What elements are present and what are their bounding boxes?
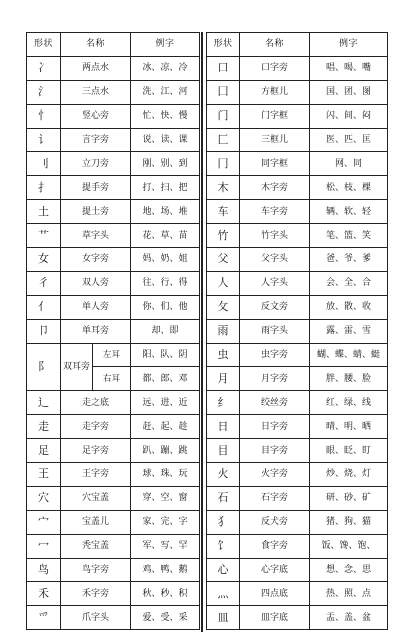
table-row — [27, 104, 200, 128]
radical-example: 松、枝、棵 — [310, 176, 388, 200]
table-row — [207, 606, 388, 630]
table-row — [27, 463, 200, 487]
table-row — [27, 486, 200, 510]
radical-shape: 父 — [207, 248, 240, 272]
table-row — [207, 224, 388, 248]
radical-shape: 木 — [207, 176, 240, 200]
radical-name: 反文旁 — [240, 295, 310, 319]
radical-example: 却、即 — [131, 319, 200, 343]
radical-example: 秋、秒、积 — [131, 582, 200, 606]
radical-example: 军、写、罕 — [131, 534, 200, 558]
radical-shape: 人 — [207, 271, 240, 295]
radical-shape: 忄 — [27, 104, 61, 128]
radical-example: 爸、爷、爹 — [310, 248, 388, 272]
radical-shape: 口 — [207, 56, 240, 80]
radical-shape: 饣 — [207, 534, 240, 558]
radical-name: 言字旁 — [61, 128, 131, 152]
radical-example: 露、雷、雪 — [310, 319, 388, 343]
table-row — [207, 510, 388, 534]
radical-name: 秃宝盖 — [61, 534, 131, 558]
radical-example: 你、们、他 — [131, 295, 200, 319]
radical-shape: 匚 — [207, 128, 240, 152]
radical-example: 穿、空、窗 — [131, 486, 200, 510]
table-row — [207, 439, 388, 463]
radical-shape: 灬 — [207, 582, 240, 606]
radical-shape: 雨 — [207, 319, 240, 343]
radical-shape: 皿 — [207, 606, 240, 630]
table-row — [207, 128, 388, 152]
radical-name: 穴宝盖 — [61, 486, 131, 510]
radical-name: 双耳旁 — [61, 343, 93, 391]
radical-shape: 卩 — [27, 319, 61, 343]
table-row — [27, 271, 200, 295]
table-row — [27, 80, 200, 104]
table-row — [207, 582, 388, 606]
radical-name: 火字旁 — [240, 463, 310, 487]
radical-shape: 刂 — [27, 152, 61, 176]
radical-example: 远、进、近 — [131, 391, 200, 415]
radical-example: 唱、喝、嘴 — [310, 56, 388, 80]
radical-name: 食字旁 — [240, 534, 310, 558]
radical-example: 饭、馋、饱、 — [310, 534, 388, 558]
radical-name: 足字旁 — [61, 439, 131, 463]
radical-name: 日字旁 — [240, 415, 310, 439]
table-row — [27, 606, 200, 630]
radical-shape: 虫 — [207, 343, 240, 367]
radical-name: 爪字头 — [61, 606, 131, 630]
radical-shape: 亻 — [27, 295, 61, 319]
radical-name: 门字框 — [240, 104, 310, 128]
radical-shape: 冂 — [207, 152, 240, 176]
right-table — [206, 32, 387, 630]
header-shape: 形状 — [27, 33, 61, 57]
table-row — [27, 343, 200, 367]
table-row — [207, 367, 388, 391]
radical-name: 女字旁 — [61, 248, 131, 272]
radical-example: 刚、别、到 — [131, 152, 200, 176]
radical-name: 草字头 — [61, 224, 131, 248]
radical-example: 眼、眨、盯 — [310, 439, 388, 463]
table-row — [27, 152, 200, 176]
radical-example: 花、草、苗 — [131, 224, 200, 248]
radical-name: 反犬旁 — [240, 510, 310, 534]
radical-shape: 冫 — [27, 56, 61, 80]
radical-example: 红、绿、线 — [310, 391, 388, 415]
radical-example: 趴、蹦、跳 — [131, 439, 200, 463]
radical-example: 妈、奶、姐 — [131, 248, 200, 272]
radical-example: 医、匹、匡 — [310, 128, 388, 152]
table-row — [207, 248, 388, 272]
radical-name: 三点水 — [61, 80, 131, 104]
right-table-body — [207, 56, 388, 629]
radical-shape: 讠 — [27, 128, 61, 152]
radical-example: 胖、腰、脸 — [310, 367, 388, 391]
table-row — [207, 486, 388, 510]
radical-name: 目字旁 — [240, 439, 310, 463]
radical-name: 宝盖儿 — [61, 510, 131, 534]
radical-shape: 艹 — [27, 224, 61, 248]
radical-name: 心字底 — [240, 558, 310, 582]
radical-shape: 攵 — [207, 295, 240, 319]
radical-example: 洗、江、河 — [131, 80, 200, 104]
table-row — [207, 415, 388, 439]
radical-example: 盂、盖、盆 — [310, 606, 388, 630]
radical-shape: 穴 — [27, 486, 61, 510]
table-row — [207, 295, 388, 319]
table-row — [207, 534, 388, 558]
radical-name: 竖心旁 — [61, 104, 131, 128]
header-name: 名称 — [61, 33, 131, 57]
radical-example: 阳、队、阴 — [131, 343, 200, 367]
table-row — [207, 200, 388, 224]
radical-name: 提土旁 — [61, 200, 131, 224]
table-row — [207, 80, 388, 104]
table-row — [207, 319, 388, 343]
radical-name: 王字旁 — [61, 463, 131, 487]
table-row — [27, 128, 200, 152]
table-row — [207, 152, 388, 176]
table-row — [27, 295, 200, 319]
radical-shape: 心 — [207, 558, 240, 582]
radical-shape: 土 — [27, 200, 61, 224]
radical-shape: 月 — [207, 367, 240, 391]
radical-shape: 宀 — [27, 510, 61, 534]
radical-shape: 竹 — [207, 224, 240, 248]
radical-example: 晴、明、晒 — [310, 415, 388, 439]
radical-name: 虫字旁 — [240, 343, 310, 367]
table-row — [207, 391, 388, 415]
radical-example: 爱、受、采 — [131, 606, 200, 630]
radical-name: 两点水 — [61, 56, 131, 80]
radical-shape: 彳 — [27, 271, 61, 295]
radical-example: 炒、烧、灯 — [310, 463, 388, 487]
radical-name: 双人旁 — [61, 271, 131, 295]
radical-shape: 日 — [207, 415, 240, 439]
radical-subtype: 右耳 — [93, 367, 131, 391]
table-row — [27, 224, 200, 248]
header-example: 例字 — [310, 33, 388, 57]
radical-example: 说、读、课 — [131, 128, 200, 152]
radical-example: 家、完、字 — [131, 510, 200, 534]
radical-name: 方框儿 — [240, 80, 310, 104]
header-name: 名称 — [240, 33, 310, 57]
table-row — [27, 415, 200, 439]
table-row — [27, 248, 200, 272]
radical-example: 想、念、思 — [310, 558, 388, 582]
radical-example: 闪、间、闷 — [310, 104, 388, 128]
radical-shape: 爫 — [27, 606, 61, 630]
radical-name: 人字头 — [240, 271, 310, 295]
table-row — [207, 558, 388, 582]
radical-example: 会、全、合 — [310, 271, 388, 295]
radical-name: 走之底 — [61, 391, 131, 415]
header-row — [207, 33, 388, 57]
radical-name: 口字旁 — [240, 56, 310, 80]
header-shape: 形状 — [207, 33, 240, 57]
radical-example: 热、照、点 — [310, 582, 388, 606]
table-row — [27, 558, 200, 582]
radical-name: 竹字头 — [240, 224, 310, 248]
radical-name: 走字旁 — [61, 415, 131, 439]
table-row — [27, 391, 200, 415]
table-row — [27, 176, 200, 200]
radical-shape: 氵 — [27, 80, 61, 104]
table-row — [27, 582, 200, 606]
radical-example: 辆、软、轻 — [310, 200, 388, 224]
radical-name: 父字头 — [240, 248, 310, 272]
header-row — [27, 33, 200, 57]
radical-name: 提手旁 — [61, 176, 131, 200]
table-row — [207, 104, 388, 128]
table-row — [27, 319, 200, 343]
radical-shape: 火 — [207, 463, 240, 487]
radical-shape: 门 — [207, 104, 240, 128]
radical-name: 车字旁 — [240, 200, 310, 224]
radical-shape: 足 — [27, 439, 61, 463]
radical-shape: 囗 — [207, 80, 240, 104]
radical-example: 网、同 — [310, 152, 388, 176]
radical-name: 单耳旁 — [61, 319, 131, 343]
radical-example: 都、郎、邓 — [131, 367, 200, 391]
radical-name: 三框儿 — [240, 128, 310, 152]
header-example: 例字 — [131, 33, 200, 57]
radical-example: 地、场、堆 — [131, 200, 200, 224]
radical-example: 冰、凉、冷 — [131, 56, 200, 80]
table-row — [207, 343, 388, 367]
table-row — [27, 510, 200, 534]
radical-example: 球、珠、玩 — [131, 463, 200, 487]
radical-name: 石字旁 — [240, 486, 310, 510]
radical-example: 研、砂、矿 — [310, 486, 388, 510]
radical-example: 打、扫、把 — [131, 176, 200, 200]
left-table — [26, 32, 199, 630]
table-row — [207, 176, 388, 200]
radical-name: 立刀旁 — [61, 152, 131, 176]
radical-name: 鸟字旁 — [61, 558, 131, 582]
radical-example: 赶、起、趁 — [131, 415, 200, 439]
radical-shape: 阝 — [27, 343, 61, 391]
radical-shape: 王 — [27, 463, 61, 487]
radical-example: 蝴、蝶、蜻、蜓 — [310, 343, 388, 367]
radical-subtype: 左耳 — [93, 343, 131, 367]
radical-shape: 冖 — [27, 534, 61, 558]
radical-example: 往、行、得 — [131, 271, 200, 295]
radical-shape: 扌 — [27, 176, 61, 200]
radical-example: 放、散、收 — [310, 295, 388, 319]
radical-example: 国、团、图 — [310, 80, 388, 104]
table-row — [207, 271, 388, 295]
radical-shape: 纟 — [207, 391, 240, 415]
table-row — [27, 534, 200, 558]
radical-name: 绞丝旁 — [240, 391, 310, 415]
radical-name: 月字旁 — [240, 367, 310, 391]
table-divider — [201, 32, 203, 632]
radical-name: 皿字底 — [240, 606, 310, 630]
radical-name: 同字框 — [240, 152, 310, 176]
radical-shape: 女 — [27, 248, 61, 272]
radical-shape: 走 — [27, 415, 61, 439]
table-row — [207, 463, 388, 487]
radical-example: 猪、狗、猫 — [310, 510, 388, 534]
radical-shape: 石 — [207, 486, 240, 510]
radical-example: 笔、篮、笑 — [310, 224, 388, 248]
left-table-body — [27, 56, 200, 629]
radical-shape: 禾 — [27, 582, 61, 606]
radical-shape: 辶 — [27, 391, 61, 415]
radical-shape: 目 — [207, 439, 240, 463]
table-row — [27, 200, 200, 224]
radical-shape: 车 — [207, 200, 240, 224]
radical-name: 雨字头 — [240, 319, 310, 343]
radical-shape: 鸟 — [27, 558, 61, 582]
radical-shape: 犭 — [207, 510, 240, 534]
radical-name: 四点底 — [240, 582, 310, 606]
radical-example: 忙、快、慢 — [131, 104, 200, 128]
table-row — [207, 56, 388, 80]
radical-name: 禾字旁 — [61, 582, 131, 606]
table-row — [27, 56, 200, 80]
table-row — [27, 439, 200, 463]
radical-name: 单人旁 — [61, 295, 131, 319]
radical-example: 鸡、鸭、鹅 — [131, 558, 200, 582]
radical-name: 木字旁 — [240, 176, 310, 200]
